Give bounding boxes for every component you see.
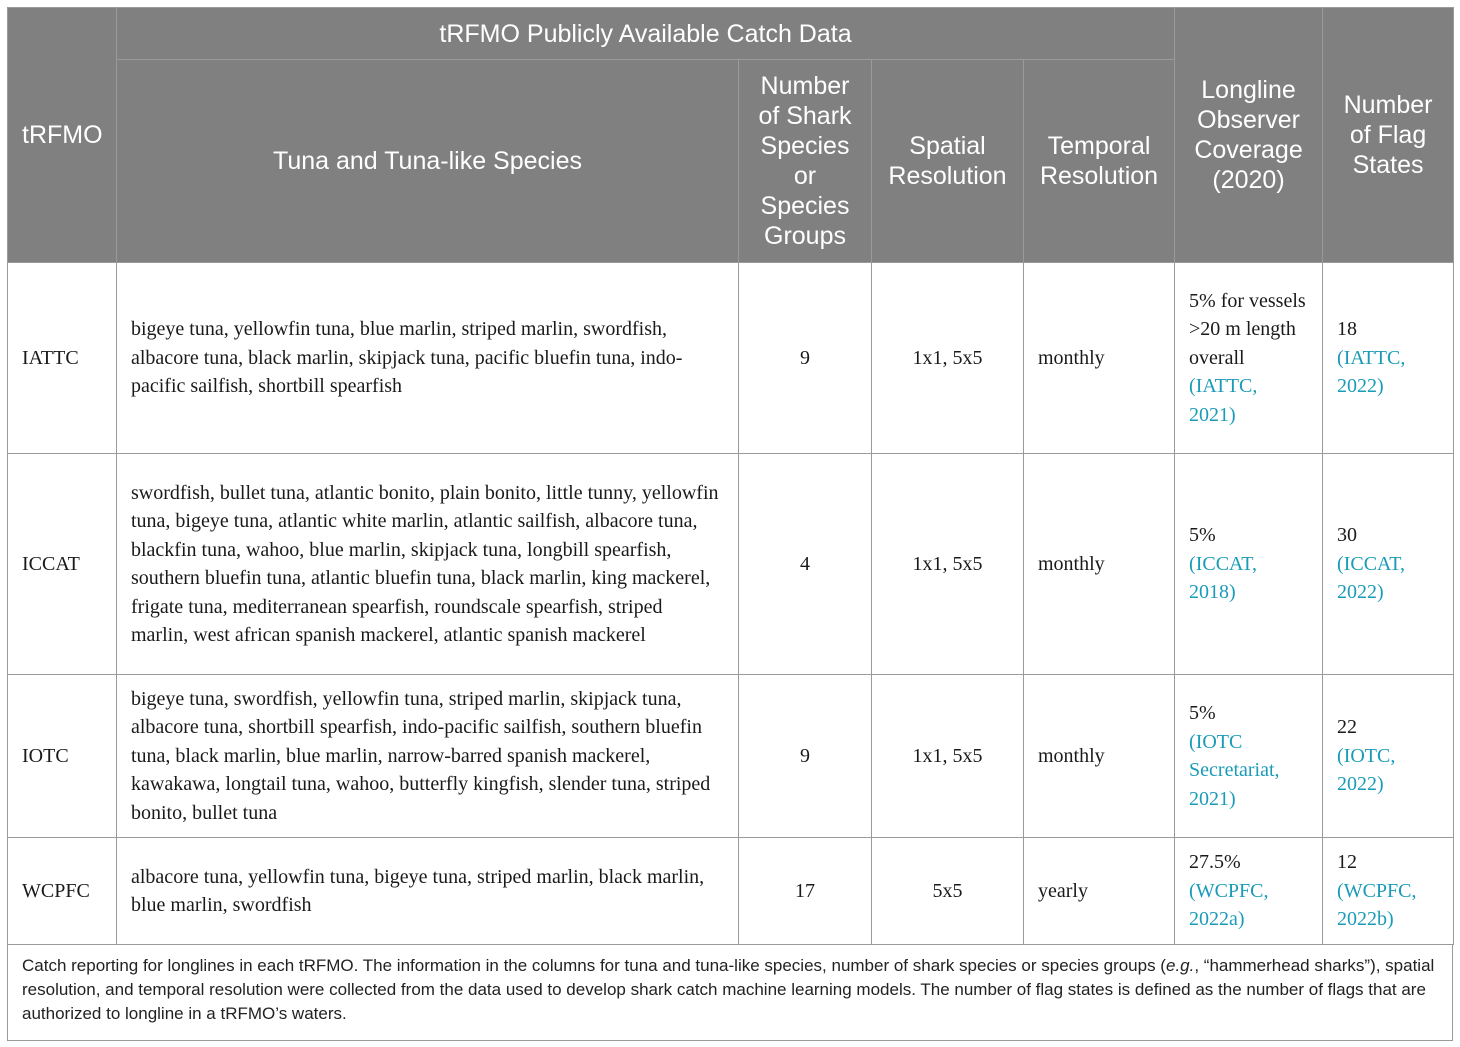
header-observer-coverage: Longline Observer Coverage (2020) [1175,8,1323,263]
cell-coverage: 5% (IOTC Secretariat, 2021) [1175,675,1323,838]
cell-spatial: 1x1, 5x5 [872,675,1024,838]
citation-link[interactable]: (IATTC, 2021) [1189,375,1258,426]
cell-shark-count: 9 [739,675,872,838]
table-footnote: Catch reporting for longlines in each tRFMO. The information in the columns for tuna and tuna-like species, number of shark species or species groups (e.g., “hammerhead sharks”), spatial resolution, and temporal resolution were collected from the data used to develop shark catch machine learning models. The number of flag states is defined as the number of flags that are authorized to longline in a tRFMO’s waters. [7,945,1453,1041]
citation-link[interactable]: (WCPFC, 2022a) [1189,879,1269,931]
cell-coverage: 27.5% (WCPFC, 2022a) [1175,838,1323,945]
header-temporal-resolution: Temporal Resolution [1024,60,1175,263]
cell-shark-count: 17 [739,838,872,945]
cell-spatial: 5x5 [872,838,1024,945]
cell-flags: 12 (WCPFC, 2022b) [1323,838,1454,945]
cell-spatial: 1x1, 5x5 [872,454,1024,675]
cell-temporal: monthly [1024,675,1175,838]
cell-trfmo: ICCAT [8,454,117,675]
cell-trfmo: WCPFC [8,838,117,945]
cell-trfmo: IOTC [8,675,117,838]
citation-link[interactable]: (ICCAT, 2022) [1337,552,1405,604]
cell-species: bigeye tuna, yellowfin tuna, blue marlin, striped marlin, swordfish, albacore tuna, black marlin, skipjack tuna, pacific bluefin tuna, indo-pacific sailfish, shortbill spearfish [117,263,739,454]
header-trfmo: tRFMO [8,8,117,263]
table-body [8,263,1454,945]
cell-temporal: monthly [1024,263,1175,454]
table-row [8,263,1454,454]
cell-flags: 30 (ICCAT, 2022) [1323,454,1454,675]
table-row [8,675,1454,838]
cell-temporal: monthly [1024,454,1175,675]
citation-link[interactable]: (ICCAT, 2018) [1189,552,1257,604]
cell-species: albacore tuna, yellowfin tuna, bigeye tuna, striped marlin, black marlin, blue marlin, swordfish [117,838,739,945]
table-row [8,454,1454,675]
header-shark-species: Number of Shark Species or Species Groups [739,60,872,263]
cell-flags: 22 (IOTC, 2022) [1323,675,1454,838]
citation-link[interactable]: (IOTC, 2022) [1337,744,1396,796]
table-header [8,8,1454,263]
cell-species: swordfish, bullet tuna, atlantic bonito, plain bonito, little tunny, yellowfin tuna, bigeye tuna, atlantic white marlin, atlantic sailfish, albacore tuna, blackfin tuna, wahoo, blue marlin, skipjack tuna, longbill spearfish, southern bluefin tuna, atlantic bluefin tuna, black marlin, king mackerel, frigate tuna, mediterranean spearfish, roundscale spearfish, striped marlin, west african spanish mackerel, atlantic spanish mackerel [117,454,739,675]
cell-temporal: yearly [1024,838,1175,945]
header-species: Tuna and Tuna-like Species [117,60,739,263]
cell-species: bigeye tuna, swordfish, yellowfin tuna, striped marlin, skipjack tuna, albacore tuna, shortbill spearfish, indo-pacific sailfish, southern bluefin tuna, black marlin, blue marlin, narrow-barred spanish mackerel, kawakawa, longtail tuna, wahoo, butterfly kingfish, slender tuna, striped bonito, bullet tuna [117,675,739,838]
header-group-catch-data: tRFMO Publicly Available Catch Data [117,8,1175,60]
cell-spatial: 1x1, 5x5 [872,263,1024,454]
cell-shark-count: 9 [739,263,872,454]
cell-trfmo: IATTC [8,263,117,454]
citation-link[interactable]: (IATTC, 2022) [1337,346,1406,398]
header-flag-states: Number of Flag States [1323,8,1454,263]
cell-shark-count: 4 [739,454,872,675]
cell-flags: 18 (IATTC, 2022) [1323,263,1454,454]
cell-coverage: 5% for vessels >20 m length overall (IATTC, 2021) [1175,263,1323,454]
cell-coverage: 5% (ICCAT, 2018) [1175,454,1323,675]
citation-link[interactable]: (WCPFC, 2022b) [1337,879,1417,931]
header-spatial-resolution: Spatial Resolution [872,60,1024,263]
catch-data-table-container [7,7,1453,1041]
citation-link[interactable]: (IOTC Secretariat, 2021) [1189,730,1280,810]
table-row [8,838,1454,945]
catch-data-table [7,7,1454,945]
